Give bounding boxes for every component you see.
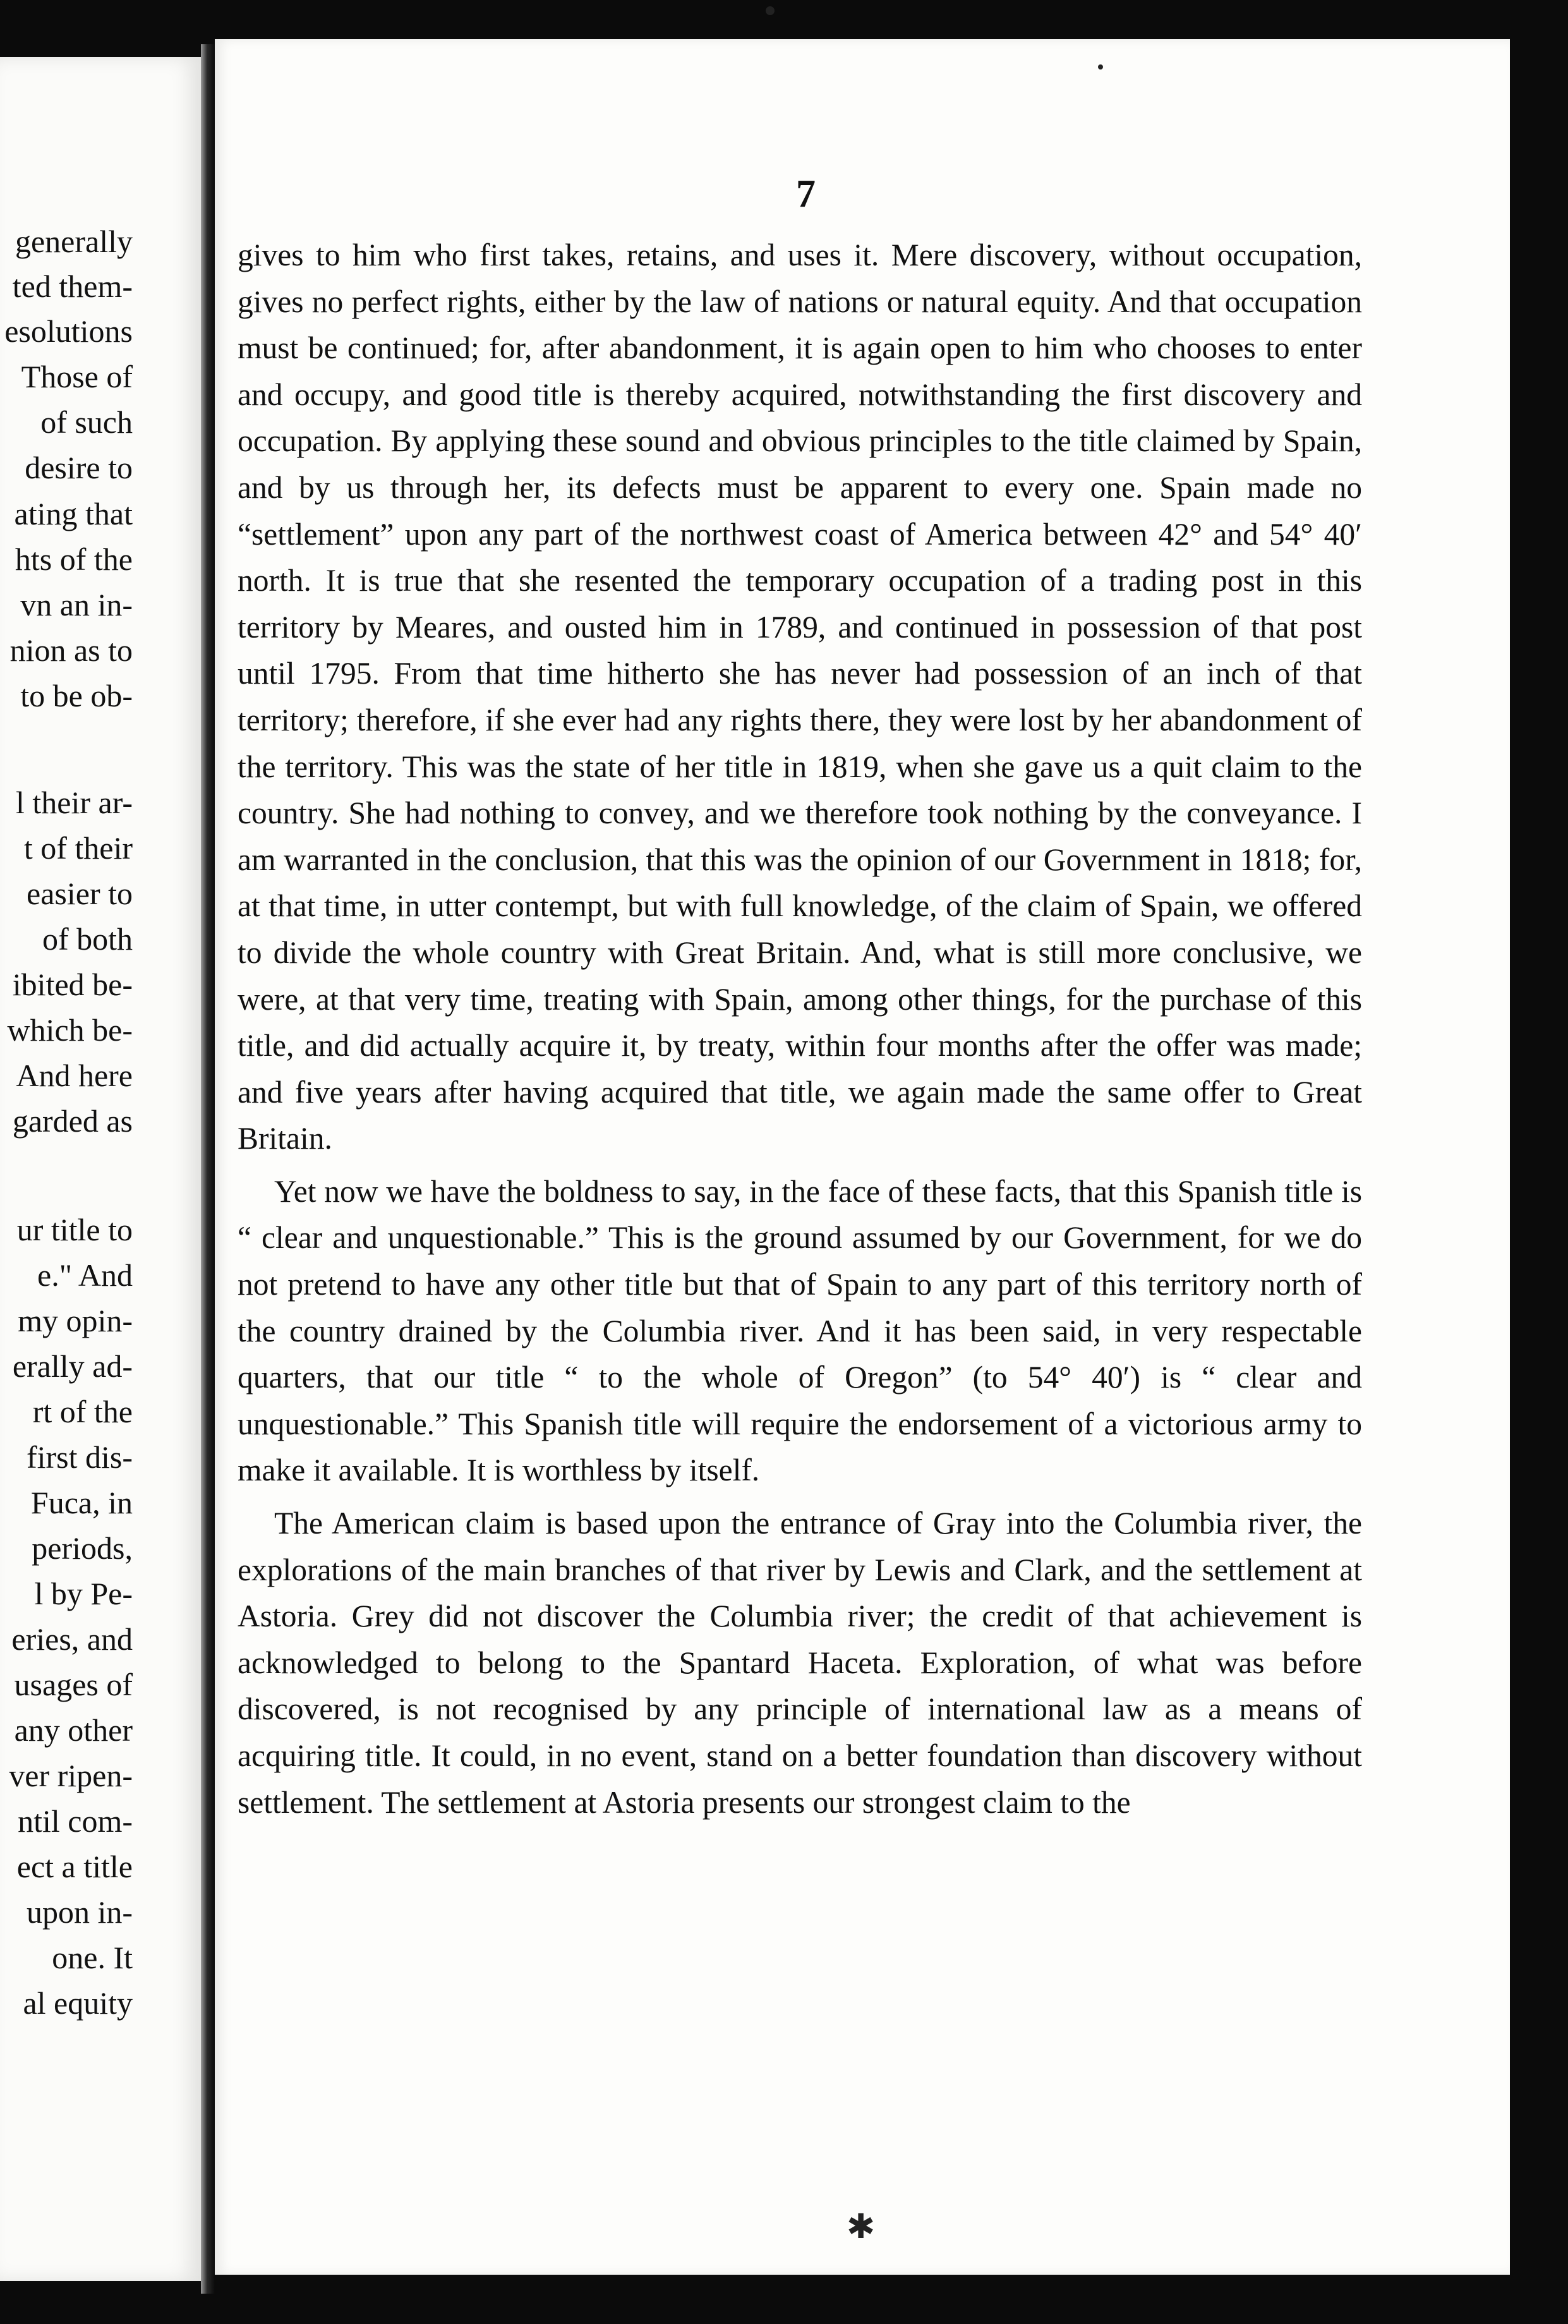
facing-line: my opin- (18, 1303, 133, 1338)
facing-line: desire to (25, 450, 133, 485)
page-number: 7 (796, 172, 816, 215)
facing-line: esolutions (4, 313, 133, 349)
facing-line: ntil com- (18, 1803, 133, 1839)
facing-line: hts of the (15, 542, 133, 577)
facing-line: Those of (21, 359, 133, 394)
facing-line: ur title to (16, 1212, 133, 1247)
facing-line: first dis- (26, 1439, 133, 1475)
facing-line: ating that (14, 496, 133, 531)
facing-line: e." And (37, 1257, 133, 1293)
body-text (238, 232, 1362, 1825)
facing-line: l by Pe- (34, 1576, 133, 1611)
facing-line: vn an in- (20, 587, 133, 622)
facing-line: ect a title (16, 1849, 133, 1884)
facing-line: ted them- (12, 269, 133, 304)
facing-line: of such (40, 404, 133, 440)
facing-line: usages of (14, 1667, 133, 1702)
facing-line: one. It (52, 1940, 133, 1975)
facing-line: eries, and (11, 1621, 133, 1657)
book-gutter (201, 44, 215, 2294)
facing-line: easier to (27, 876, 133, 911)
facing-line: to be ob- (20, 678, 133, 713)
facing-page (0, 57, 201, 2281)
main-page (215, 39, 1510, 2275)
facing-line: which be- (7, 1012, 133, 1048)
facing-line: l their ar- (15, 785, 133, 820)
paragraph: gives to him who first takes, retains, and uses it. Mere discovery, without occupation, gives no perfect rights, either by the law of nations or natural equity. And that occupation must be continued; for, after abandonment, it is again open to him who chooses to enter and occupy, and good title is thereby acquired, notwithstanding the first discovery and occupation. By applying these sound and obvious principles to the title claimed by Spain, and by us through her, its defects must be apparent to every one. Spain made no “settlement” upon any part of the northwest coast of America between 42° and 54° 40′ north. It is true that she resented the temporary occupation of a trading post in this territory by Meares, and ousted him in 1789, and continued in possession of that post until 1795. From that time hitherto she has never had possession of an inch of that territory; therefore, if she ever had any rights there, they were lost by her abandonment of the territory. This was the state of her title in 1819, when she gave us a quit claim to the country. She had nothing to convey, and we therefore took nothing by the conveyance. I am warranted in the conclusion, that this was the opinion of our Government in 1818; for, at that time, in utter contempt, but with full knowledge, of the claim of Spain, we offered to divide the whole country with Great Britain. And, what is still more conclusive, we were, at that very time, treating with Spain, among other things, for the purchase of this title, and did actually acquire it, by treaty, within four months after the offer was made; and five years after having acquired that title, we again made the same offer to Great Britain. (238, 238, 1362, 1156)
facing-line: rt of the (32, 1394, 133, 1429)
facing-line: any other (14, 1712, 133, 1748)
facing-line: nion as to (9, 632, 133, 668)
ink-blot-mark: ✱ (847, 2208, 876, 2246)
facing-line: ver ripen- (9, 1758, 133, 1793)
facing-line: periods, (32, 1530, 133, 1566)
ink-speck (1098, 64, 1103, 70)
paragraph: The American claim is based upon the entrance of Gray into the Columbia river, the explorations of the main branches of that river by Lewis and Clark, and the settlement at Astoria. Grey did not discover the Columbia river; the credit of that achievement is acknowledged to belong to the Spantard Haceta. Exploration, of what was before discovered, is not recognised by any principle of international law as a means of acquiring title. It could, in no event, stand on a better foundation than discovery without settlement. The settlement at Astoria presents our strongest claim to the (238, 1506, 1362, 1820)
facing-line: erally ad- (12, 1348, 133, 1384)
facing-line: garded as (12, 1103, 133, 1139)
facing-line: ibited be- (12, 967, 133, 1002)
facing-line: of both (42, 921, 133, 957)
facing-line: t of their (23, 830, 133, 866)
facing-line: And here (16, 1058, 133, 1093)
facing-line: generally (15, 224, 133, 259)
paragraph: Yet now we have the boldness to say, in the face of these facts, that this Spanish title is “ clear and unquestionable.” This is the ground assumed by our Government, for we do not pretend to have any other title but that of Spain to any part of this territory north of the country drained by the Columbia river. And it has been said, in very respectable quarters, that our title “ to the whole of Oregon” (to 54° 40′) is “ clear and unquestionable.” This Spanish title will require the endorsement of a victorious army to make it available. It is worthless by itself. (238, 1173, 1362, 1488)
facing-line: upon in- (26, 1894, 133, 1930)
ink-speck (766, 6, 775, 15)
facing-line: Fuca, in (30, 1485, 133, 1520)
facing-line: al equity (23, 1985, 133, 2021)
